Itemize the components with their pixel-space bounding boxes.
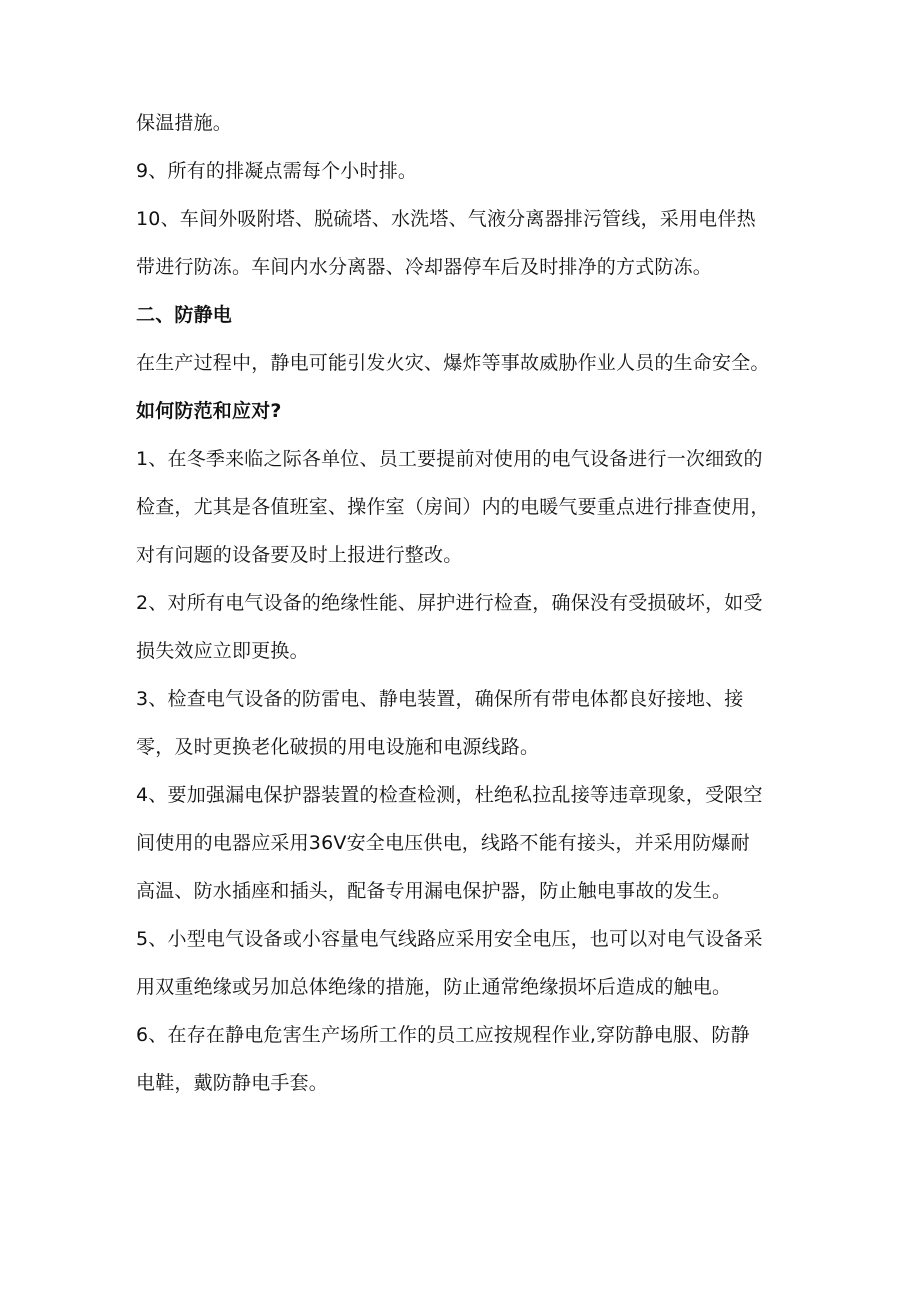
subheading-prevention: 如何防范和应对? xyxy=(136,400,282,422)
list-item-5-line-1: 5、小型电气设备或小容量电气线路应采用安全电压，也可以对电气设备采 xyxy=(136,928,763,950)
list-item-3-line-2: 零，及时更换老化破损的用电设施和电源线路。 xyxy=(136,736,540,758)
list-item-9: 9、所有的排凝点需每个小时排。 xyxy=(136,160,418,182)
list-item-1-line-1: 1、在冬季来临之际各单位、员工要提前对使用的电气设备进行一次细致的 xyxy=(136,448,763,470)
section-intro: 在生产过程中，静电可能引发火灾、爆炸等事故威胁作业人员的生命安全。 xyxy=(136,352,770,374)
list-item-10-line-2: 带进行防冻。车间内水分离器、冷却器停车后及时排净的方式防冻。 xyxy=(136,256,713,278)
document-body xyxy=(136,99,796,1107)
list-item-4-line-3: 高温、防水插座和插头，配备专用漏电保护器，防止触电事故的发生。 xyxy=(136,880,732,902)
list-item-6-line-1: 6、在存在静电危害生产场所工作的员工应按规程作业,穿防静电服、防静 xyxy=(136,1024,750,1046)
paragraph-line-continuation: 保温措施。 xyxy=(136,112,233,134)
list-item-1-line-2: 检查，尤其是各值班室、操作室（房间）内的电暖气要重点进行排查使用， xyxy=(136,496,770,518)
list-item-5-line-2: 用双重绝缘或另加总体绝缘的措施，防止通常绝缘损坏后造成的触电。 xyxy=(136,976,732,998)
list-item-3-line-1: 3、检查电气设备的防雷电、静电装置，确保所有带电体都良好接地、接 xyxy=(136,688,744,710)
list-item-10-line-1: 10、车间外吸附塔、脱硫塔、水洗塔、气液分离器排污管线，采用电伴热 xyxy=(136,208,756,230)
list-item-2-line-1: 2、对所有电气设备的绝缘性能、屏护进行检查，确保没有受损破坏，如受 xyxy=(136,592,763,614)
list-item-4-line-2: 间使用的电器应采用36V安全电压供电，线路不能有接头，并采用防爆耐 xyxy=(136,832,750,854)
section-heading-anti-static: 二、防静电 xyxy=(136,304,233,326)
list-item-6-line-2: 电鞋，戴防静电手套。 xyxy=(136,1072,329,1094)
list-item-4-line-1: 4、要加强漏电保护器装置的检查检测，杜绝私拉乱接等违章现象，受限空 xyxy=(136,784,763,806)
list-item-1-line-3: 对有问题的设备要及时上报进行整改。 xyxy=(136,544,463,566)
list-item-2-line-2: 损失效应立即更换。 xyxy=(136,640,309,662)
